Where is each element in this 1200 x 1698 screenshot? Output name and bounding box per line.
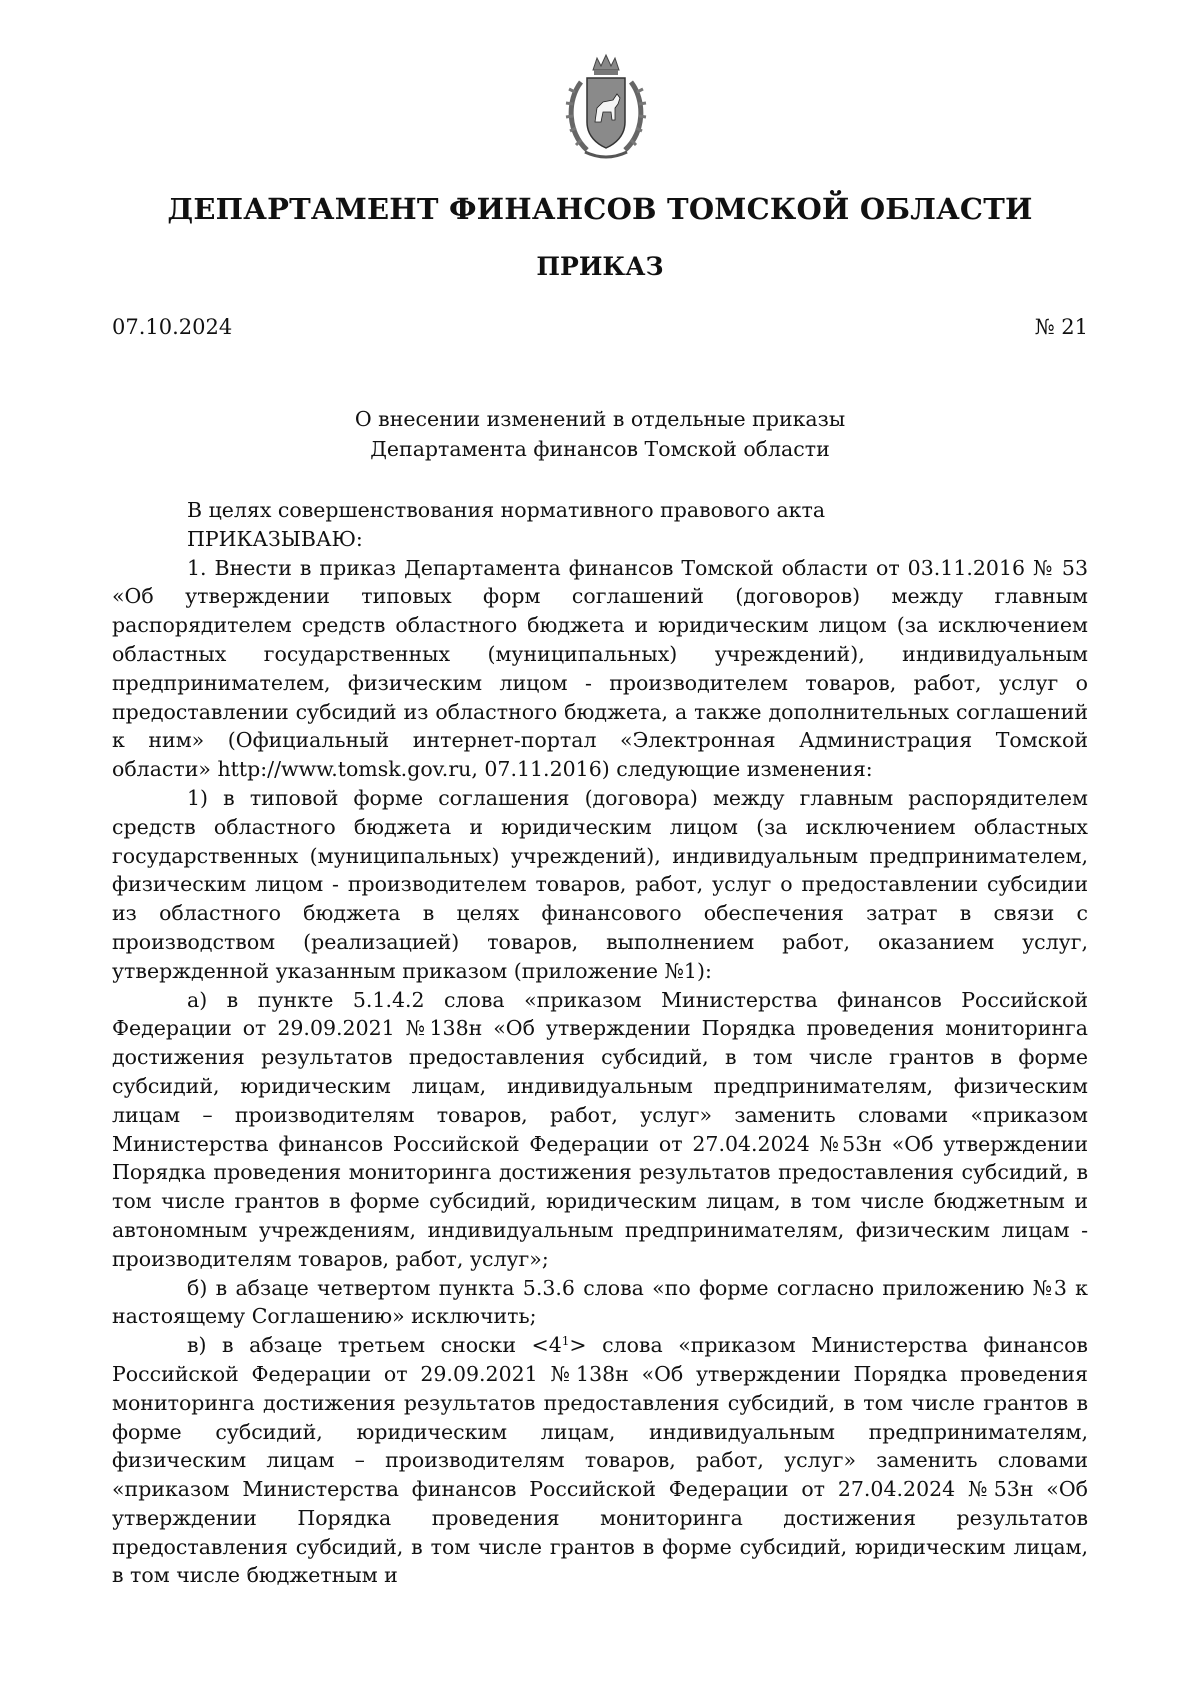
paragraph-item-1: 1. Внести в приказ Департамента финансов Томской области от 03.11.2016 № 53 «Об утверждении типовых форм соглашений (договоров) между главным распорядителем средств областного бюджета и юридическим лицом (за исключением областных государственных (муниципальных) учреждений), индивидуальным предпринимателем, физическим лицом - производителем товаров, работ, услуг о предоставлении субсидий из областного бюджета, а также дополнительных соглашений к ним» (Официальный интернет-портал «Электронная Администрация Томской области» http://www.tomsk.gov.ru, 07.11.2016) следующие изменения: [112,555,1088,782]
document-type: ПРИКАЗ [536,252,664,281]
order-number: № 21 [1034,315,1088,339]
order-directive: ПРИКАЗЫВАЮ: [187,526,363,551]
paragraph-item-a: а) в пункте 5.1.4.2 слова «приказом Министерства финансов Российской Федерации от 29.09.2021 №138н «Об утверждении Порядка проведения мониторинга достижения результатов предоставления субсидий, в том числе грантов в форме субсидий, юридическим лицам, индивидуальным предпринимателям, физическим лицам – производителям товаров, работ, услуг» заменить словами «приказом Министерства финансов Российской Федерации от 27.04.2024 №53н «Об утверждении Порядка проведения мониторинга достижения результатов предоставления субсидий, в том числе грантов в форме субсидий, юридическим лицам, в том числе бюджетным и автономным учреждениям, индивидуальным предпринимателям, физическим лицам - производителям товаров, работ, услуг»; [112,987,1088,1271]
subject-line-2: Департамента финансов Томской области [370,437,830,461]
paragraph-item-1-1: 1) в типовой форме соглашения (договора) между главным распорядителем средств областного бюджета и юридическим лицом (за исключением областных государственных (муниципальных) учреждений), индивидуальным предпринимателем, физическим лицом - производителем товаров, работ, услуг о предоставлении субсидии из областного бюджета в целях финансового обеспечения затрат в связи с производством (реализацией) товаров, выполнением работ, оказанием услуг, утвержденной указанным приказом (приложение №1): [112,785,1088,983]
subject-line-1: О внесении изменений в отдельные приказы [354,407,846,431]
paragraph-item-v-start: в) в абзаце третьем сноски <4 [187,1333,562,1358]
intro-paragraph: В целях совершенствования нормативного правового акта [187,498,826,522]
department-name: ДЕПАРТАМЕНТ ФИНАНСОВ ТОМСКОЙ ОБЛАСТИ [167,192,1033,226]
coat-of-arms-icon [563,52,649,164]
order-date: 07.10.2024 [112,315,233,339]
paragraph-item-b: б) в абзаце четвертом пункта 5.3.6 слова «по форме согласно приложению №3 к настоящему Соглашению» исключить; [112,1275,1088,1329]
footnote-superscript: 1 [561,1334,570,1349]
paragraph-item-v [112,1331,1088,1590]
order-body [112,496,1088,1590]
paragraph-item-v-rest: > слова «приказом Министерства финансов Российской Федерации от 29.09.2021 №138н «Об утверждении Порядка проведения мониторинга достижения результатов предоставления субсидий, в том числе грантов в форме субсидий, юридическим лицам, индивидуальным предпринимателям, физическим лицам – производителям товаров, работ, услуг» заменить словами «приказом Министерства финансов Российской Федерации от 27.04.2024 №53н «Об утверждении Порядка проведения мониторинга достижения результатов предоставления субсидий, в том числе грантов в форме субсидий, юридическим лицам, в том числе бюджетным и [112,1333,1088,1588]
order-subject [0,404,1200,464]
